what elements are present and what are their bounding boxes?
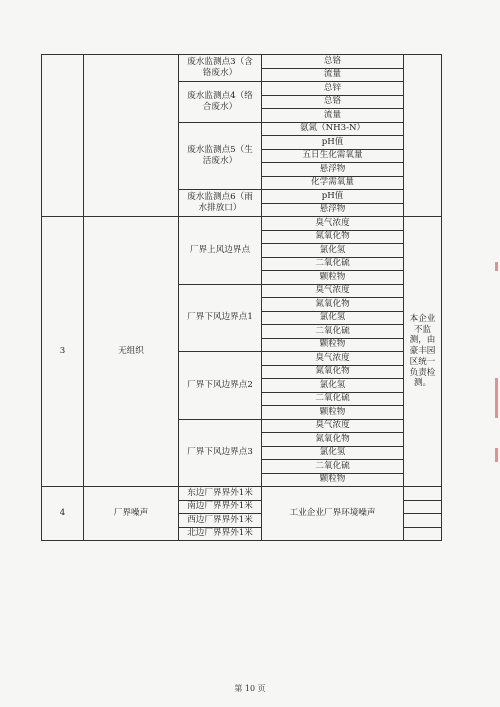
monitor-item: 臭气浓度 bbox=[262, 352, 404, 366]
monitor-item: 颗粒物 bbox=[262, 406, 404, 420]
seq-cell-empty bbox=[42, 55, 84, 217]
monitor-point: 废水监测点4（络合废水） bbox=[179, 82, 262, 123]
monitor-item: 氨氮（NH3-N） bbox=[262, 122, 404, 136]
monitor-type: 无组织 bbox=[84, 217, 179, 487]
monitor-point: 废水监测点5（生活废水） bbox=[179, 122, 262, 190]
monitor-item: pH值 bbox=[262, 190, 404, 204]
type-cell-empty bbox=[84, 55, 179, 217]
seq-number: 3 bbox=[42, 217, 84, 487]
remark-cell-empty bbox=[404, 487, 442, 501]
monitor-point: 废水监测点3（含铬废水） bbox=[179, 55, 262, 82]
monitor-item: 工业企业厂界环境噪声 bbox=[262, 487, 404, 541]
monitor-item: 二氧化硫 bbox=[262, 392, 404, 406]
monitor-point: 南边厂界界外1米 bbox=[179, 500, 262, 514]
monitor-item: 流量 bbox=[262, 68, 404, 82]
page-number: 第 10 页 bbox=[234, 684, 266, 693]
monitor-item: 化学需氧量 bbox=[262, 176, 404, 190]
monitor-item: 氯化氢 bbox=[262, 311, 404, 325]
monitor-item: 颗粒物 bbox=[262, 473, 404, 487]
remark-cell-empty bbox=[404, 500, 442, 514]
monitor-item: 臭气浓度 bbox=[262, 217, 404, 231]
monitor-type: 厂界噪声 bbox=[84, 487, 179, 541]
stamp-edge-mark bbox=[495, 262, 498, 271]
monitor-item: 氯化氢 bbox=[262, 244, 404, 258]
monitor-item: 五日生化需氧量 bbox=[262, 149, 404, 163]
monitor-point: 东边厂界界外1米 bbox=[179, 487, 262, 501]
monitor-item: 臭气浓度 bbox=[262, 284, 404, 298]
monitor-item: 氮氧化物 bbox=[262, 230, 404, 244]
monitor-point: 北边厂界界外1米 bbox=[179, 527, 262, 541]
remark-note: 本企业不监测，由豪丰园区统一负责检测。 bbox=[404, 217, 442, 487]
monitor-item: 流量 bbox=[262, 109, 404, 123]
monitor-point: 厂界下风边界点3 bbox=[179, 419, 262, 487]
stamp-edge-mark bbox=[495, 448, 498, 462]
seq-number: 4 bbox=[42, 487, 84, 541]
monitor-item: 氮氧化物 bbox=[262, 365, 404, 379]
table-row bbox=[42, 217, 442, 231]
remark-cell-empty bbox=[404, 527, 442, 541]
remark-cell-empty bbox=[404, 514, 442, 528]
monitor-point: 厂界下风边界点1 bbox=[179, 284, 262, 352]
remark-cell-empty bbox=[404, 55, 442, 217]
monitor-item: 悬浮物 bbox=[262, 203, 404, 217]
monitor-point: 厂界下风边界点2 bbox=[179, 352, 262, 420]
monitor-item: 悬浮物 bbox=[262, 163, 404, 177]
table-row bbox=[42, 487, 442, 501]
monitor-point: 厂界上风边界点 bbox=[179, 217, 262, 285]
monitor-item: 总铬 bbox=[262, 55, 404, 69]
monitor-item: pH值 bbox=[262, 136, 404, 150]
monitor-item: 二氧化硫 bbox=[262, 325, 404, 339]
monitor-item: 氮氧化物 bbox=[262, 298, 404, 312]
monitor-item: 总锌 bbox=[262, 82, 404, 96]
monitor-item: 氯化氢 bbox=[262, 446, 404, 460]
table-row bbox=[42, 55, 442, 69]
monitor-point: 废水监测点6（雨水排放口） bbox=[179, 190, 262, 217]
monitor-item: 颗粒物 bbox=[262, 271, 404, 285]
monitor-item: 颗粒物 bbox=[262, 338, 404, 352]
monitor-item: 二氧化硫 bbox=[262, 460, 404, 474]
stamp-edge-mark bbox=[495, 378, 498, 418]
monitor-point: 西边厂界界外1米 bbox=[179, 514, 262, 528]
monitor-item: 总铬 bbox=[262, 95, 404, 109]
monitor-item: 氮氧化物 bbox=[262, 433, 404, 447]
monitor-item: 氯化氢 bbox=[262, 379, 404, 393]
monitor-item: 臭气浓度 bbox=[262, 419, 404, 433]
monitor-item: 二氧化硫 bbox=[262, 257, 404, 271]
monitoring-table bbox=[41, 54, 442, 541]
